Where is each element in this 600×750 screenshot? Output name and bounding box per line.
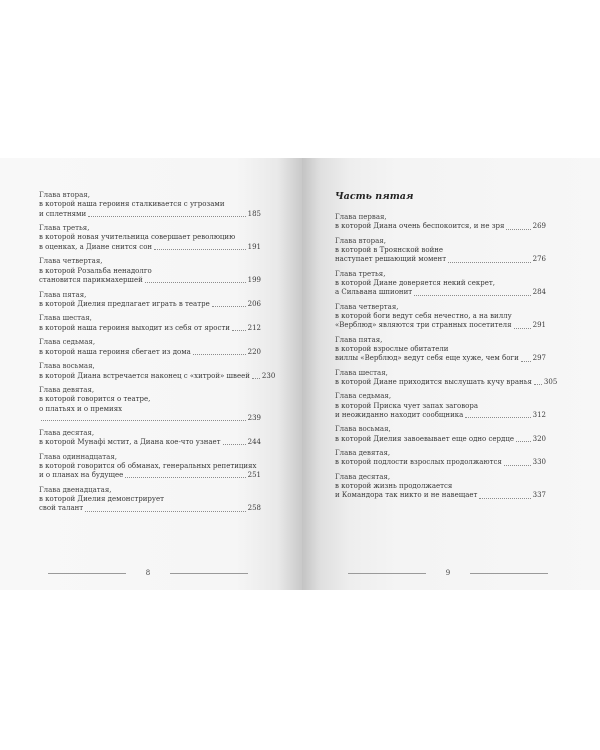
chapter-page-line (335, 354, 546, 363)
page-number: 8 (145, 569, 151, 577)
dot-leader (465, 416, 530, 418)
chapter-page-number: 258 (247, 504, 261, 513)
dot-leader (85, 510, 245, 512)
chapter-description: в которой наша героиня выходит из себя от ярости (39, 323, 230, 332)
chapter-description: а Сильвана шпионит (335, 288, 413, 297)
chapter-description: и Командора так никто и не навещает (335, 491, 478, 500)
chapter-description: в которой Диане приходится выслушать кучу вранья (335, 377, 532, 386)
chapter-description: «Верблюд» являются три странных посетителя (335, 321, 512, 330)
chapter-title: Глава одиннадцатая, (39, 452, 117, 461)
chapter-title: Глава вторая, (335, 236, 386, 245)
left-toc (39, 191, 276, 519)
chapter-description: и сплетнями (39, 209, 87, 218)
chapter-description: в которой говорится о театре, (39, 395, 151, 404)
chapter-title: Глава третья, (39, 224, 90, 233)
toc-entry (335, 336, 546, 364)
chapter-description: в которой Диелия демонстрирует (39, 494, 165, 503)
dot-leader (145, 281, 246, 283)
dot-leader (516, 440, 531, 442)
dot-leader (534, 383, 542, 385)
toc-entry (335, 449, 546, 468)
dot-leader (193, 353, 246, 355)
chapter-description: наступает решающий момент (335, 255, 447, 264)
right-toc (335, 191, 558, 506)
chapter-title: Глава третья, (335, 269, 386, 278)
dot-leader (504, 464, 531, 466)
toc-entry (39, 314, 261, 333)
dot-leader (125, 476, 245, 478)
chapter-title: Глава шестая, (335, 368, 388, 377)
chapter-description: в которой Диана очень беспокоится, и не зря (335, 222, 505, 231)
toc-entry (335, 425, 546, 444)
chapter-title: Глава двенадцатая, (39, 485, 112, 494)
toc-entry (335, 368, 558, 388)
dot-leader (223, 443, 246, 445)
toc-entry (335, 392, 546, 420)
chapter-description: о платьях и о премиях (39, 404, 123, 413)
right-page (302, 158, 600, 590)
dot-leader (506, 228, 530, 230)
toc-entry (39, 257, 261, 285)
chapter-page-number: 220 (247, 347, 261, 356)
chapter-page-line (39, 471, 261, 480)
dot-leader (514, 327, 531, 329)
chapter-page-number: 337 (532, 491, 546, 500)
toc-entry (39, 453, 261, 481)
chapter-description: в которой говорится об обманах, генеральных репетициях (39, 461, 257, 470)
chapter-description: и о планах на будущее (39, 471, 124, 480)
chapter-page-number: 284 (532, 288, 546, 297)
toc-entry (335, 270, 546, 298)
chapter-page-line (335, 222, 546, 231)
toc-entry (39, 362, 276, 381)
chapter-description: и неожиданно находит сообщника (335, 410, 464, 419)
chapter-title: Глава пятая, (39, 290, 87, 299)
chapter-description: в которой Розальба ненадолго (39, 266, 152, 275)
chapter-page-number: 330 (532, 458, 546, 467)
toc-entry (39, 486, 261, 514)
chapter-description: в которой Диана встречается наконец с «хитрой» швеей (39, 371, 250, 380)
chapter-page-line (39, 438, 261, 447)
chapter-title: Глава седьмая, (39, 338, 96, 347)
chapter-page-line (335, 288, 546, 297)
chapter-page-line (335, 255, 546, 264)
dot-leader (448, 261, 531, 263)
chapter-page-number: 291 (532, 321, 546, 330)
chapter-page-number: 191 (247, 242, 261, 251)
dot-leader (154, 248, 246, 250)
page-number: 9 (445, 569, 451, 577)
chapter-page-line (39, 210, 261, 219)
chapter-description: в которой взрослые обитатели (335, 344, 449, 353)
chapter-description: в которой боги ведут себя нечестно, а на виллу (335, 311, 512, 320)
chapter-description: в которой Диане доверяется некий секрет, (335, 278, 495, 287)
chapter-page-number: 212 (247, 323, 261, 332)
dot-leader (212, 305, 246, 307)
chapter-title: Глава четвертая, (39, 257, 103, 266)
chapter-description: в которой наша героиня сбегает из дома (39, 347, 191, 356)
toc-entry (39, 291, 261, 310)
chapter-page-number: 185 (247, 209, 261, 218)
chapter-page-line (335, 411, 546, 420)
chapter-page-line (39, 276, 261, 285)
chapter-page-line (39, 504, 261, 513)
chapter-page-number: 199 (247, 275, 261, 284)
chapter-description: в которой жизнь продолжается (335, 481, 453, 490)
chapter-title: Глава десятая, (39, 428, 95, 437)
chapter-description: в которой новая учительница совершает революцию (39, 233, 236, 242)
toc-entry (335, 473, 546, 501)
dot-leader (88, 215, 245, 217)
chapter-page-number: 305 (543, 377, 558, 386)
section-title: Часть пятая (335, 191, 414, 202)
toc-entry (335, 213, 546, 232)
chapter-page-number: 251 (247, 471, 261, 480)
chapter-page-number: 320 (532, 434, 546, 443)
chapter-page-number: 230 (261, 371, 276, 380)
toc-entry (39, 191, 261, 219)
chapter-page-number: 297 (532, 354, 546, 363)
toc-entry (335, 303, 546, 331)
chapter-title: Глава вторая, (39, 191, 90, 199)
toc-entry (39, 386, 261, 423)
toc-entry (39, 338, 261, 357)
chapter-description: в которой Мунафі мстит, а Диана кое-что узнает (39, 437, 221, 446)
chapter-title: Глава восьмая, (39, 362, 95, 371)
dot-leader (41, 419, 246, 421)
chapter-description: становится парикмахершей (39, 275, 143, 284)
book-spread (0, 158, 600, 590)
footer-rule (470, 573, 548, 574)
chapter-title: Глава девятая, (39, 386, 95, 395)
chapter-description: в которой Приска чует запах заговора (335, 401, 479, 410)
chapter-title: Глава седьмая, (335, 392, 392, 401)
chapter-page-number: 269 (532, 222, 546, 231)
dot-leader (479, 497, 530, 499)
chapter-description: виллы «Верблюд» ведут себя еще хуже, чем боги (335, 354, 519, 363)
chapter-title: Глава восьмая, (335, 425, 391, 434)
chapter-page-number: 312 (532, 410, 546, 419)
chapter-page-line (39, 324, 261, 333)
chapter-description: в оценках, а Диане снится сон (39, 242, 153, 251)
chapter-page-number: 239 (247, 414, 261, 423)
toc-entry (335, 237, 546, 265)
right-page-footer (348, 568, 548, 578)
chapter-page-line (335, 321, 546, 330)
chapter-description: в которой наша героиня сталкивается с угрозами (39, 200, 225, 209)
chapter-page-line (39, 243, 261, 252)
dot-leader (414, 294, 531, 296)
chapter-title: Глава пятая, (335, 335, 383, 344)
chapter-title: Глава девятая, (335, 448, 391, 457)
chapter-page-line (39, 371, 276, 381)
chapter-title: Глава четвертая, (335, 302, 399, 311)
left-page (0, 158, 302, 590)
chapter-page-line (39, 348, 261, 357)
toc-entry (39, 429, 261, 448)
chapter-description: в которой подлости взрослых продолжаются (335, 458, 502, 467)
dot-leader (521, 360, 531, 362)
dot-leader (252, 377, 260, 379)
chapter-page-line (335, 435, 546, 444)
chapter-page-line (335, 491, 546, 500)
chapter-title: Глава десятая, (335, 472, 391, 481)
chapter-page-line (335, 377, 558, 387)
chapter-page-number: 244 (247, 437, 261, 446)
chapter-page-line (335, 458, 546, 467)
chapter-description: в которой в Троянской войне (335, 245, 444, 254)
chapter-page-number: 206 (247, 299, 261, 308)
chapter-title: Глава шестая, (39, 314, 92, 323)
chapter-page-line (39, 300, 261, 309)
chapter-description: свой талант (39, 504, 84, 513)
chapter-title: Глава первая, (335, 213, 387, 221)
chapter-page-line (39, 414, 261, 423)
footer-rule (170, 573, 248, 574)
dot-leader (232, 329, 246, 331)
chapter-page-number: 276 (532, 255, 546, 264)
left-page-footer (48, 568, 248, 578)
chapter-description: в которой Диелия предлагает играть в театре (39, 299, 210, 308)
toc-entry (39, 224, 261, 252)
chapter-description: в которой Диелия завоевывает еще одно сердце (335, 434, 514, 443)
